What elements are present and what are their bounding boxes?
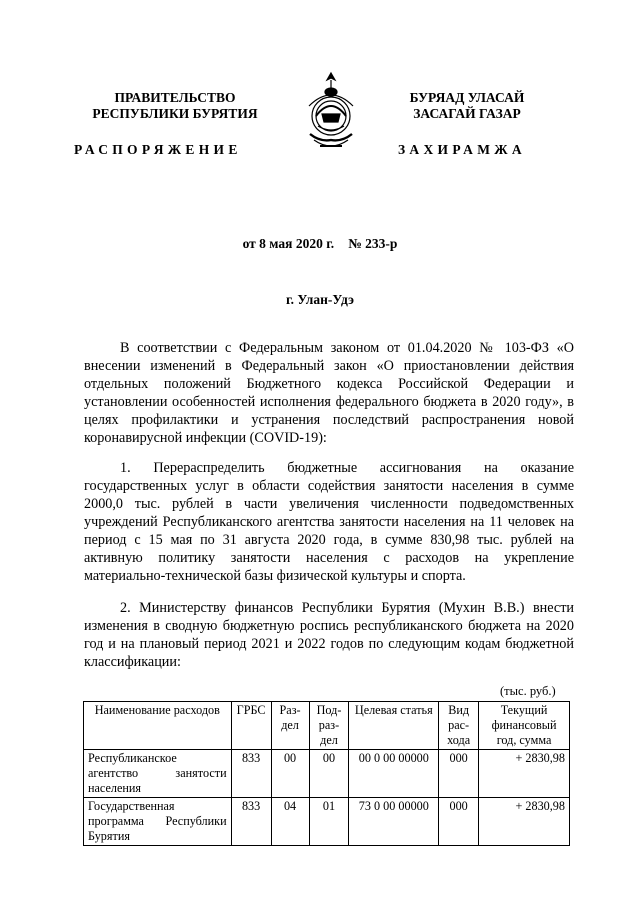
col-header-current-year-sum: Текущий финансовый год, сумма xyxy=(479,702,570,750)
document-date: от 8 мая 2020 г. xyxy=(242,236,335,251)
cell-target-item: 73 0 00 00000 xyxy=(349,798,439,846)
cell-name: Республиканское агентство занятости населения xyxy=(84,750,232,798)
table-unit-label: (тыс. руб.) xyxy=(500,684,556,698)
col-header-grbs: ГРБС xyxy=(231,702,271,750)
cell-grbs: 833 xyxy=(231,750,271,798)
government-name-bua-line1: БУРЯАД УЛАСАЙ xyxy=(409,90,525,105)
cell-section: 00 xyxy=(271,750,309,798)
cell-expense-type: 000 xyxy=(439,750,479,798)
government-name-bua-line2: ЗАСАГАЙ ГАЗАР xyxy=(413,106,521,121)
government-name-bua xyxy=(372,90,562,122)
doc-type-ru: РАСПОРЯЖЕНИЕ xyxy=(74,142,242,157)
table-row xyxy=(84,798,570,846)
preamble-paragraph: В соответствии с Федеральным законом от 01.04.2020 № 103-ФЗ «О внесении изменений в Федеральный закон «О приостановлении действия отдельных положений Бюджетного кодекса Российской Федерации и установлении особенностей исполнения федерального бюджета в 2020 году», в целях профилактики и устранения последствий распространения новой коронавирусной инфекции (COVID-19): xyxy=(84,340,574,446)
table-row xyxy=(84,750,570,798)
government-name-ru xyxy=(70,90,280,122)
table-header-row xyxy=(84,702,570,750)
cell-expense-type: 000 xyxy=(439,798,479,846)
government-name-ru-line2: РЕСПУБЛИКИ БУРЯТИЯ xyxy=(92,106,258,121)
clause-2-paragraph: 2. Министерству финансов Республики Бурятия (Мухин В.В.) внести изменения в сводную бюджетную роспись республиканского бюджета на 2020 год и на плановый период 2021 и 2022 годов по следующим кодам бюджетной классификации: xyxy=(84,600,574,670)
cell-target-item: 00 0 00 00000 xyxy=(349,750,439,798)
document-date-number xyxy=(0,236,640,252)
cell-section: 04 xyxy=(271,798,309,846)
government-name-ru-line1: ПРАВИТЕЛЬСТВО xyxy=(114,90,236,105)
cell-sum: + 2830,98 xyxy=(479,798,570,846)
col-header-name: Наименование расходов xyxy=(84,702,232,750)
coat-of-arms-icon xyxy=(300,70,362,156)
cell-subsection: 01 xyxy=(309,798,349,846)
clause-1-paragraph: 1. Перераспределить бюджетные ассигнования на оказание государственных услуг в области содействия занятости населения в сумме 2000,0 тыс. рублей в части увеличения численности подведомственных учреждений Республиканского агентства занятости населения на 11 человек на период с 15 мая по 31 августа 2020 года, в сумме 830,98 тыс. рублей на активную политику занятости населения с расходов на укрепление материально-технической базы физической культуры и спорта. xyxy=(84,460,574,584)
col-header-subsection: Под-раз-дел xyxy=(309,702,349,750)
cell-subsection: 00 xyxy=(309,750,349,798)
cell-name: Государственная программа Республики Бурятия xyxy=(84,798,232,846)
budget-classification-table xyxy=(83,701,570,846)
col-header-expense-type: Вид рас-хода xyxy=(439,702,479,750)
cell-grbs: 833 xyxy=(231,798,271,846)
col-header-section: Раз-дел xyxy=(271,702,309,750)
document-city: г. Улан-Удэ xyxy=(286,292,354,307)
document-number: № 233-р xyxy=(348,236,398,251)
col-header-target-item: Целевая статья xyxy=(349,702,439,750)
doc-type-bua: ЗАХИРАМЖА xyxy=(398,142,526,157)
cell-sum: + 2830,98 xyxy=(479,750,570,798)
